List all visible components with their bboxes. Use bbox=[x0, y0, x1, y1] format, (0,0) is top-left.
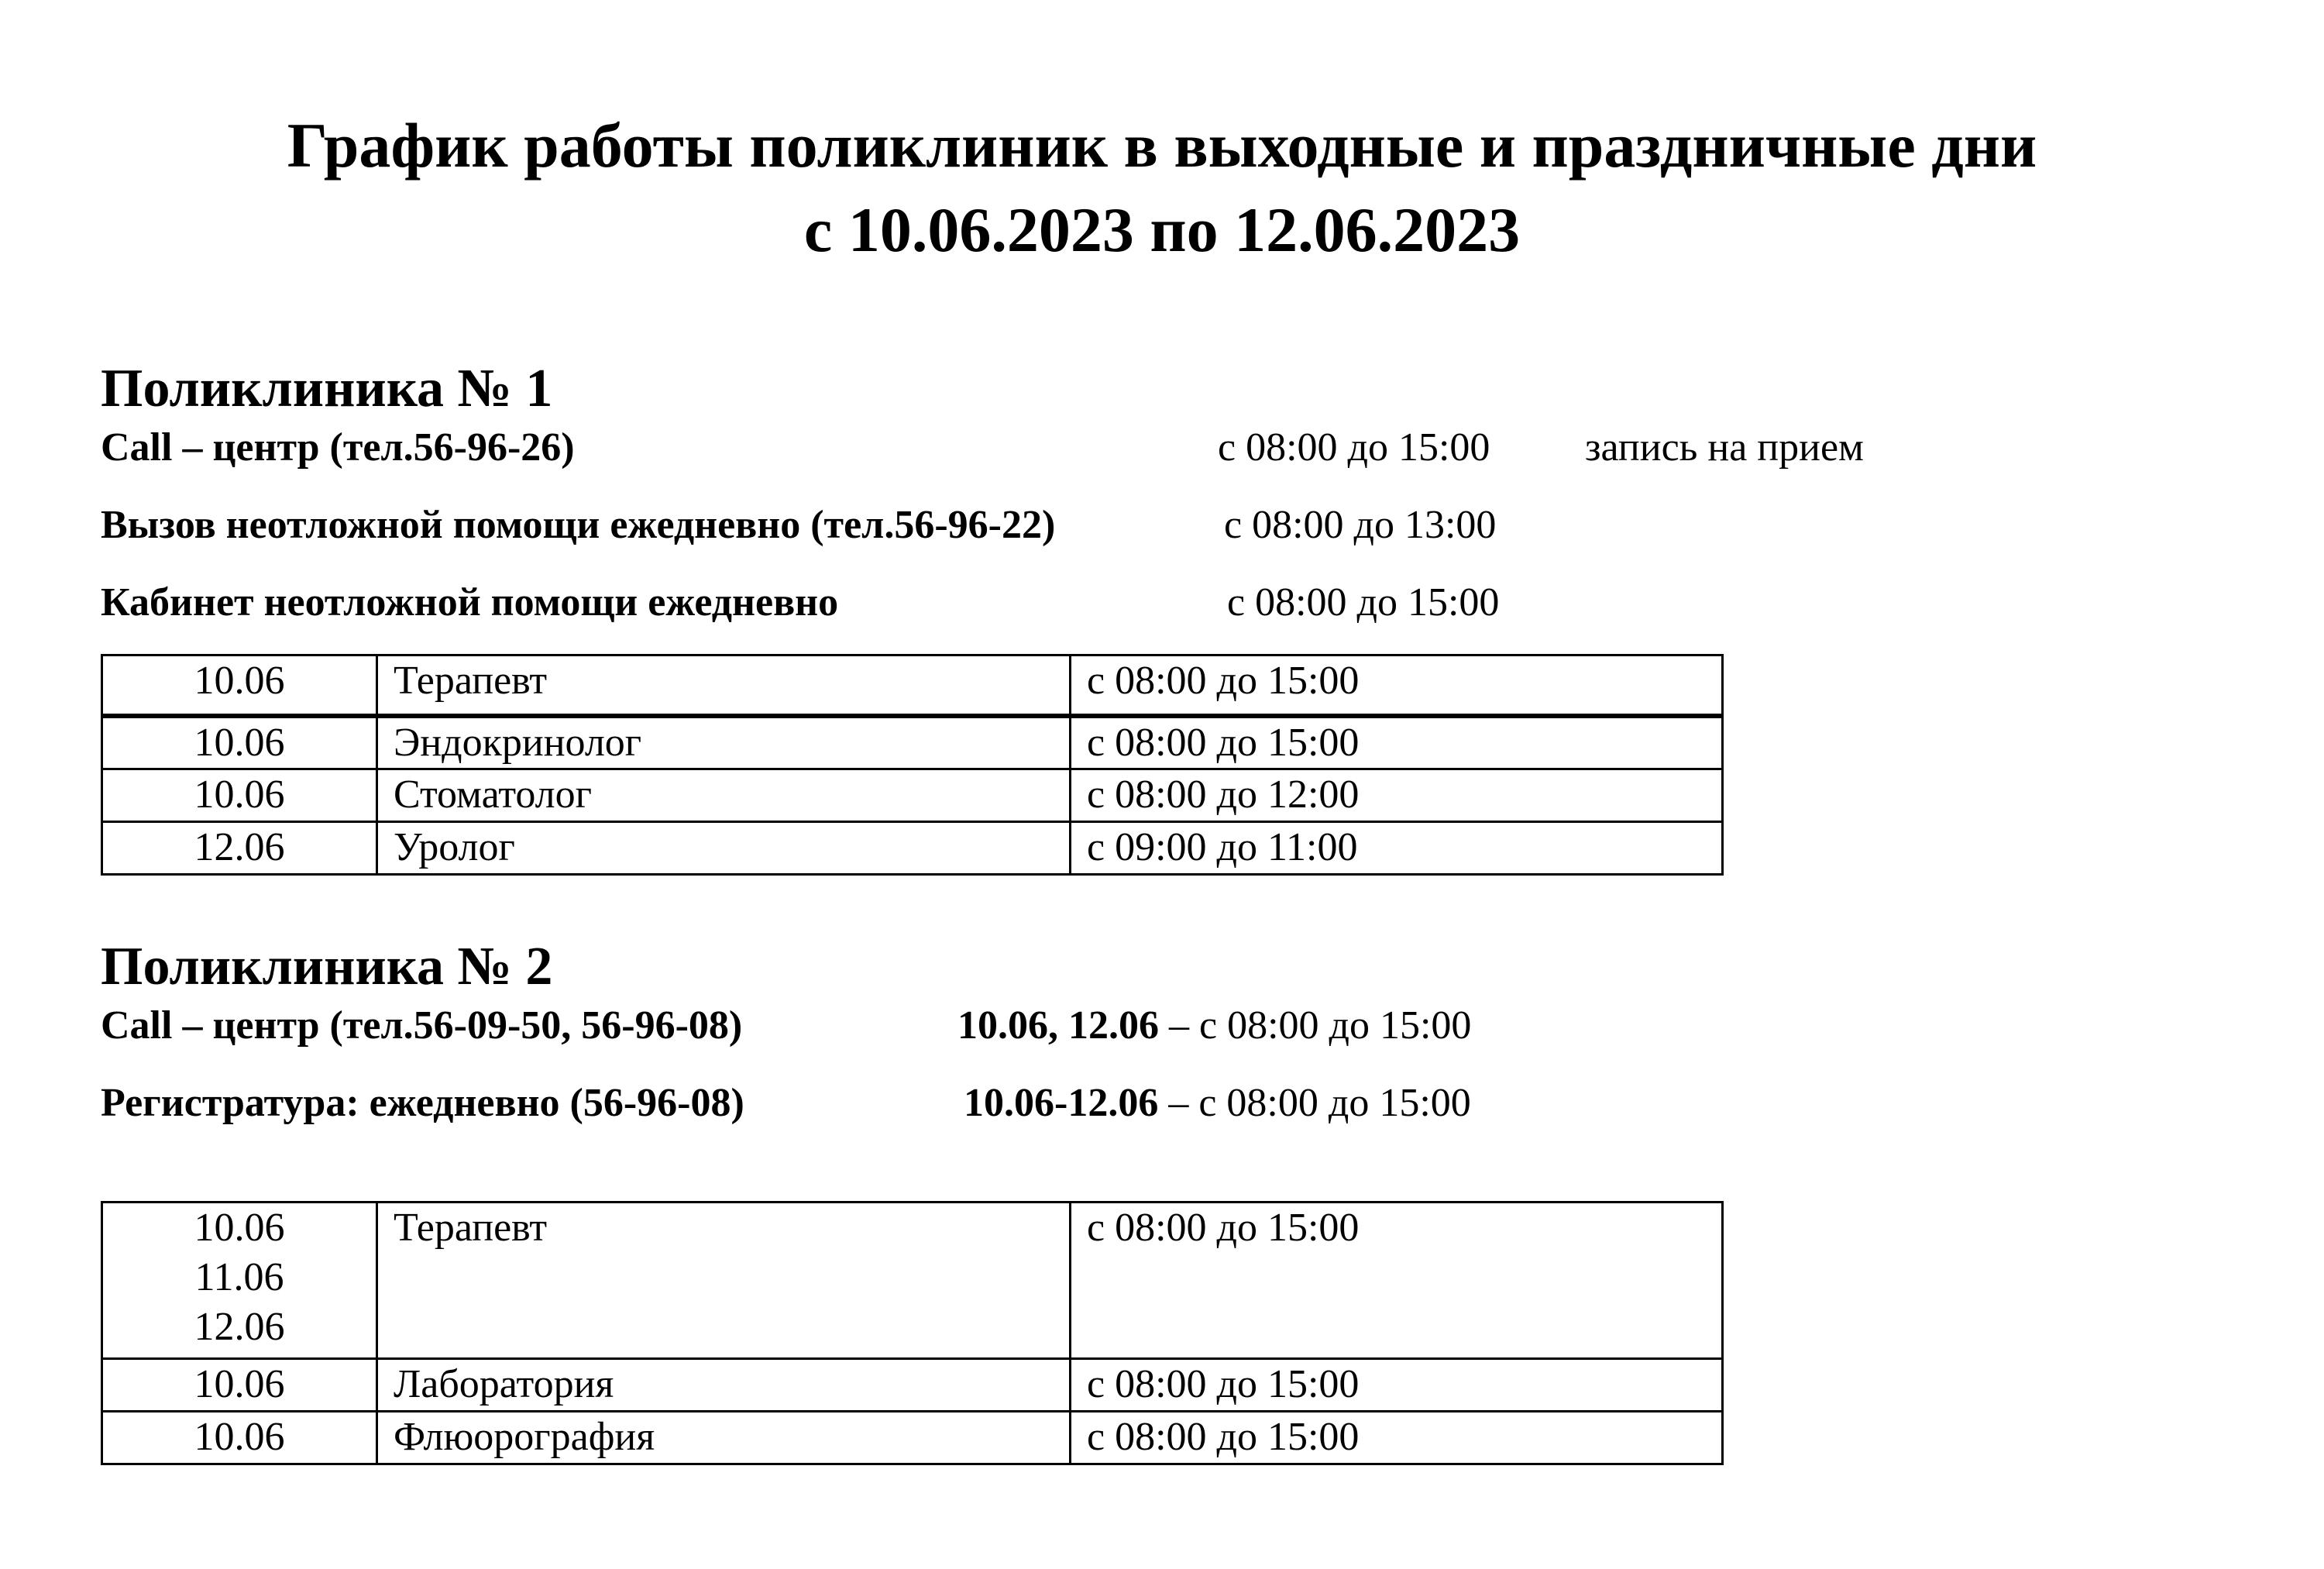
time-cell: с 08:00 до 15:00 bbox=[1071, 1359, 1723, 1412]
clinic-2-call-center-label: Call – центр (тел.56-09-50, 56-96-08) bbox=[101, 1003, 743, 1048]
table-row bbox=[102, 1412, 1723, 1464]
clinic-1-emergency-office-label: Кабинет неотложной помощи ежедневно bbox=[101, 580, 839, 625]
specialist-cell: Уролог bbox=[377, 821, 1071, 874]
date-line: 11.06 bbox=[194, 1255, 284, 1299]
date-cell: 10.06 bbox=[102, 655, 377, 716]
clinic-2-call-center-schedule bbox=[957, 1003, 1471, 1049]
date-cell: 12.06 bbox=[102, 821, 377, 874]
clinic-2-heading: Поликлиника № 2 bbox=[101, 937, 553, 996]
specialist-cell: Терапевт bbox=[377, 1203, 1071, 1359]
clinic-2-registry-dates: 10.06-12.06 bbox=[964, 1081, 1159, 1125]
clinic-2-registry-label: Регистратура: ежедневно (56-96-08) bbox=[101, 1081, 744, 1125]
specialist-cell: Стоматолог bbox=[377, 769, 1071, 821]
specialist-cell: Лаборатория bbox=[377, 1359, 1071, 1412]
time-cell: с 08:00 до 12:00 bbox=[1071, 769, 1723, 821]
specialist-cell: Эндокринолог bbox=[377, 716, 1071, 769]
time-cell: с 08:00 до 15:00 bbox=[1071, 1203, 1723, 1359]
specialist-cell: Флюорография bbox=[377, 1412, 1071, 1464]
clinic-1-emergency-office-time: с 08:00 до 15:00 bbox=[1227, 580, 1500, 625]
date-cell bbox=[102, 1203, 377, 1359]
date-line: 10.06 bbox=[194, 1206, 285, 1250]
clinic-2-call-center-time: – с 08:00 до 15:00 bbox=[1169, 1003, 1472, 1048]
date-line: 12.06 bbox=[194, 1305, 285, 1349]
clinic-2-call-center-dates: 10.06, 12.06 bbox=[957, 1003, 1159, 1048]
table-row bbox=[102, 769, 1723, 821]
table-row bbox=[102, 1359, 1723, 1412]
date-cell: 10.06 bbox=[102, 1359, 377, 1412]
date-cell: 10.06 bbox=[102, 1412, 377, 1464]
time-cell: с 08:00 до 15:00 bbox=[1071, 716, 1723, 769]
clinic-1-heading: Поликлиника № 1 bbox=[101, 359, 553, 418]
clinic-1-call-center-time: с 08:00 до 15:00 bbox=[1218, 425, 1490, 470]
clinic-1-schedule-table bbox=[101, 654, 1724, 876]
time-cell: с 08:00 до 15:00 bbox=[1071, 655, 1723, 716]
table-row bbox=[102, 655, 1723, 716]
table-row bbox=[102, 1203, 1723, 1359]
clinic-1-emergency-call-time: с 08:00 до 13:00 bbox=[1224, 503, 1497, 547]
table-row bbox=[102, 821, 1723, 874]
clinic-1-emergency-call-label: Вызов неотложной помощи ежедневно (тел.56-96-22) bbox=[101, 503, 1056, 547]
clinic-2-registry-time: – с 08:00 до 15:00 bbox=[1168, 1081, 1471, 1125]
time-cell: с 08:00 до 15:00 bbox=[1071, 1412, 1723, 1464]
clinic-2-schedule-table bbox=[101, 1201, 1724, 1465]
specialist-cell: Терапевт bbox=[377, 655, 1071, 716]
time-cell: с 09:00 до 11:00 bbox=[1071, 821, 1723, 874]
clinic-1-call-center-label: Call – центр (тел.56-96-26) bbox=[101, 425, 575, 470]
date-cell: 10.06 bbox=[102, 769, 377, 821]
title-line-2: с 10.06.2023 по 12.06.2023 bbox=[803, 194, 1521, 265]
clinic-2-registry-schedule bbox=[964, 1080, 1471, 1127]
title-line-1: График работы поликлиник в выходные и праздничные дни bbox=[287, 110, 2037, 181]
clinic-1-call-center-note: запись на прием bbox=[1585, 425, 1864, 470]
table-row bbox=[102, 716, 1723, 769]
date-cell: 10.06 bbox=[102, 716, 377, 769]
